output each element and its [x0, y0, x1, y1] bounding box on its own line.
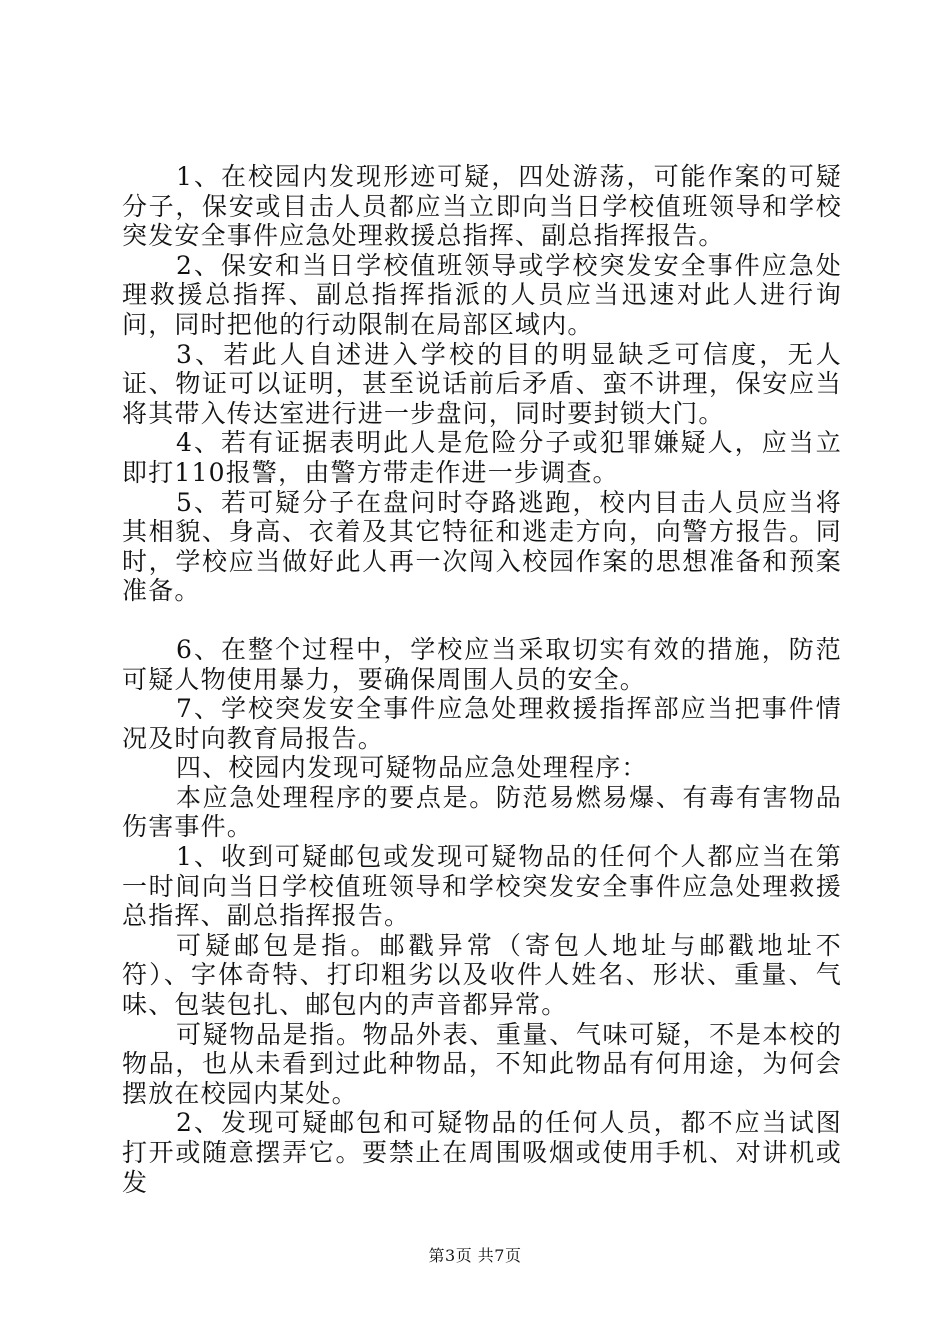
- paragraph-item-7: 7、学校突发安全事件应急处理救援指挥部应当把事件情况及时向教育局报告。: [122, 694, 842, 753]
- paragraph-item-6: 6、在整个过程中，学校应当采取切实有效的措施，防范可疑人物使用暴力，要确保周围人员的安全。: [122, 634, 842, 694]
- paragraph-item-1: 1、在校园内发现形迹可疑，四处游荡，可能作案的可疑分子，保安或目击人员都应当立即向当日学校值班领导和学校突发安全事件应急处理救援总指挥、副总指挥报告。: [122, 162, 842, 251]
- page-footer: 第3页 共7页: [428, 1246, 522, 1265]
- paragraph-key-points: 本应急处理程序的要点是。防范易燃易爆、有毒有害物品伤害事件。: [122, 782, 842, 842]
- paragraph-suspicious-object-definition: 可疑物品是指。物品外表、重量、气味可疑，不是本校的物品，也从未看到过此种物品，不知此物品有何用途，为何会摆放在校园内某处。: [122, 1019, 842, 1108]
- section-heading: 四、校园内发现可疑物品应急处理程序：: [176, 753, 648, 783]
- paragraph-item-report: 1、收到可疑邮包或发现可疑物品的任何个人都应当在第一时间向当日学校值班领导和学校突发安全事件应急处理救援总指挥、副总指挥报告。: [122, 842, 842, 931]
- paragraph-item-4: 4、若有证据表明此人是危险分子或犯罪嫌疑人，应当立即打110报警，由警方带走作进一步调查。: [122, 428, 842, 487]
- paragraph-item-5: 5、若可疑分子在盘问时夺路逃跑，校内目击人员应当将其相貌、身高、衣着及其它特征和逃走方向，向警方报告。同时，学校应当做好此人再一次闯入校园作案的思想准备和预案准备。: [122, 487, 842, 606]
- paragraph-item-2: 2、保安和当日学校值班领导或学校突发安全事件应急处理救援总指挥、副总指挥指派的人员应当迅速对此人进行询问，同时把他的行动限制在局部区域内。: [122, 250, 842, 339]
- paragraph-item-3: 3、若此人自述进入学校的目的明显缺乏可信度，无人证、物证可以证明，甚至说话前后矛盾、蛮不讲理，保安应当将其带入传达室进行进一步盘问，同时要封锁大门。: [122, 339, 842, 428]
- document-body: [122, 162, 842, 1197]
- paragraph-item-handling: 2、发现可疑邮包和可疑物品的任何人员，都不应当试图打开或随意摆弄它。要禁止在周围吸烟或使用手机、对讲机或发: [122, 1108, 842, 1197]
- paragraph-suspicious-package-definition: 可疑邮包是指。邮戳异常（寄包人地址与邮戳地址不符）、字体奇特、打印粗劣以及收件人姓名、形状、重量、气味、包装包扎、邮包内的声音都异常。: [122, 930, 842, 1020]
